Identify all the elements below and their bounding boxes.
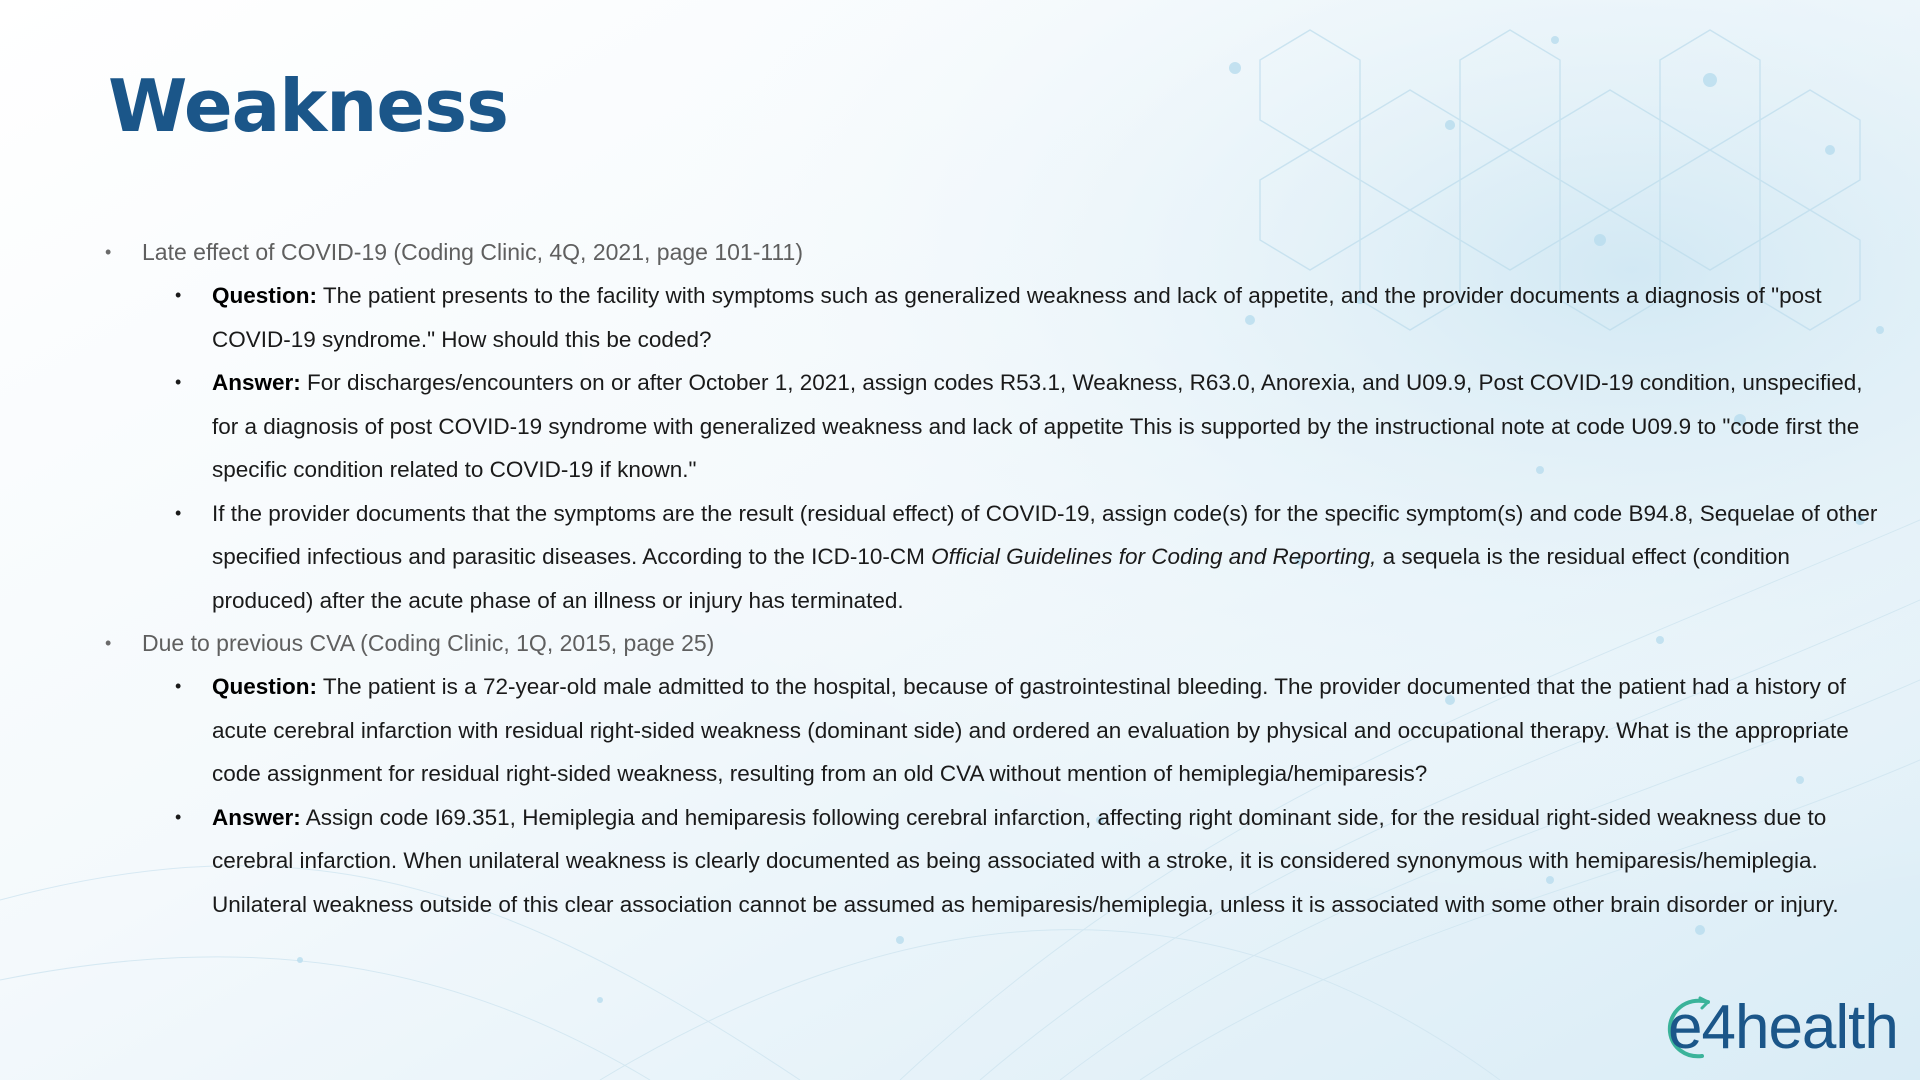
bullet-icon: • (175, 372, 182, 392)
question-item (175, 665, 1884, 796)
bullet-icon: • (175, 806, 182, 827)
logo-wordmark: e4health (1668, 993, 1898, 1062)
note-text-end: a sequela is the residual effect (condition produced) after the acute phase of an illness or injury has terminated. (212, 544, 1790, 613)
answer-label: Answer: (212, 370, 301, 395)
sub-bullet-list (142, 274, 1884, 622)
guidelines-title: Official Guidelines for Coding and Reporting, (931, 544, 1377, 569)
answer-text: Assign code I69.351, Hemiplegia and hemiparesis following cerebral infarction, affecting right dominant side, for the residual right-sided weakness due to cerebral infarction. When unilateral weakness is clearly documented as being associated with a stroke, it is considered synonymous with hemiparesis/hemiplegia. Unilateral weakness outside of this clear association cannot be assumed as hemiparesis/hemiplegia, unless it is associated with some other brain disorder or injury. (212, 804, 1839, 917)
section-heading: Late effect of COVID-19 (Coding Clinic, 4Q, 2021, page 101-111) (142, 239, 803, 265)
bullet-list (104, 231, 1884, 926)
answer-item (175, 361, 1884, 492)
sub-bullet-list (142, 665, 1884, 926)
question-label: Question: (212, 283, 317, 308)
bullet-icon: • (105, 633, 112, 653)
answer-item (175, 796, 1884, 927)
section-heading: Due to previous CVA (Coding Clinic, 1Q, 2015, page 25) (142, 630, 715, 656)
e4health-logo (1666, 990, 1896, 1066)
answer-text: For discharges/encounters on or after October 1, 2021, assign codes R53.1, Weakness, R63.0, Anorexia, and U09.9, Post COVID-19 condition, unspecified, for a diagnosis of post COVID-19 syndrome with generalized weakness and lack of appetite This is supported by the instructional note at code U09.9 to "code first the specific condition related to COVID-19 if known." (212, 370, 1863, 482)
section-covid (104, 231, 1884, 622)
bullet-icon: • (175, 285, 182, 305)
question-text: The patient presents to the facility with symptoms such as generalized weakness and lack of appetite, and the provider documents a diagnosis of "post COVID-19 syndrome." How should this be coded? (212, 283, 1822, 352)
question-label: Question: (212, 674, 317, 699)
question-item (175, 274, 1884, 361)
slide-title: Weakness (108, 64, 508, 148)
bullet-icon: • (175, 502, 182, 523)
bullet-icon: • (175, 676, 182, 696)
note-text: If the provider documents that the symptoms are the result (residual effect) of COVID-19, assign code(s) for the specific symptom(s) and code B94.8, Sequelae of other specified infectious and parasitic diseases. According to the ICD-10-CM (212, 500, 1878, 569)
slide-body (104, 231, 1884, 926)
note-item (175, 492, 1884, 623)
answer-label: Answer: (212, 804, 301, 830)
section-cva (104, 622, 1884, 926)
question-text: The patient is a 72-year-old male admitted to the hospital, because of gastrointestinal bleeding. The provider documented that the patient had a history of acute cerebral infarction with residual right-sided weakness (dominant side) and ordered an evaluation by physical and occupational therapy. What is the appropriate code assignment for residual right-sided weakness, resulting from an old CVA without mention of hemiplegia/hemiparesis? (212, 674, 1849, 786)
bullet-icon: • (105, 242, 112, 262)
